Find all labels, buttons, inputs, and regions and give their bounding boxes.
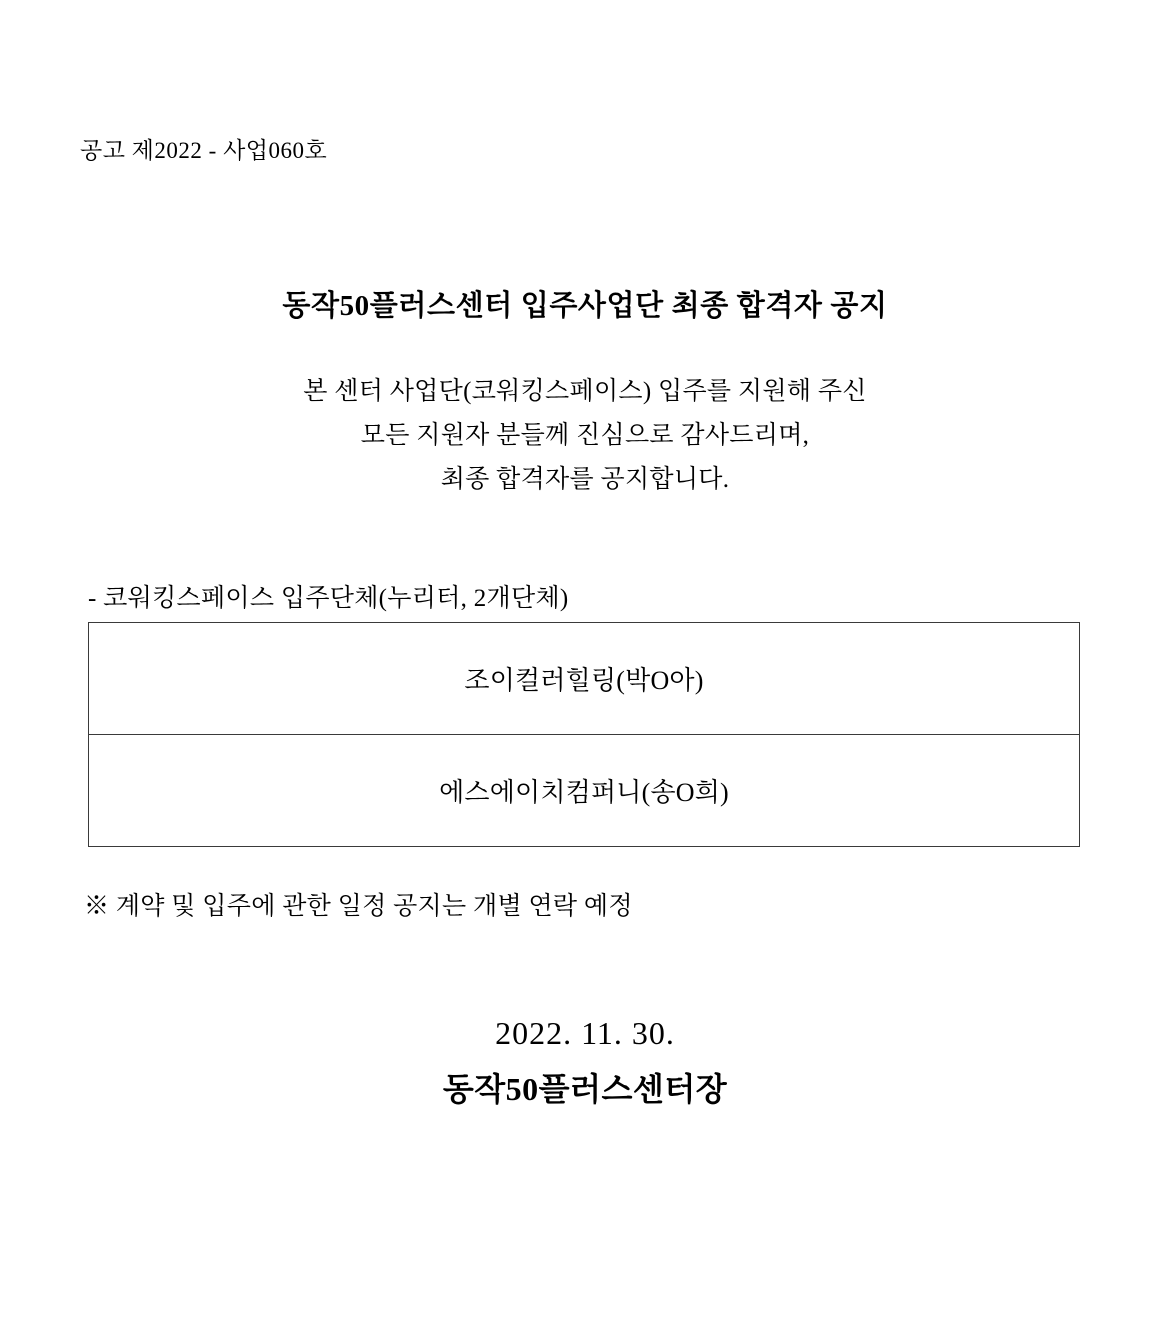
organization-name: 에스에이치컴퍼니(송O희) [439, 778, 729, 807]
intro-line-1: 본 센터 사업단(코워킹스페이스) 입주를 지원해 주신 [303, 378, 867, 405]
intro-line-3: 최종 합격자를 공지합니다. [440, 466, 730, 493]
intro-paragraph [0, 370, 1170, 502]
page-title: 동작50플러스센터 입주사업단 최종 합격자 공지 [282, 290, 888, 322]
table-row [89, 623, 1079, 735]
accepted-organizations-table [88, 622, 1080, 847]
organization-name: 조이컬러힐링(박O아) [464, 666, 704, 695]
signature-block [0, 1006, 1170, 1118]
table-row [89, 735, 1079, 847]
section-label: - 코워킹스페이스 입주단체(누리터, 2개단체) [88, 585, 569, 612]
signature-issuer: 동작50플러스센터장 [442, 1071, 728, 1107]
document-number: 공고 제2022 - 사업060호 [80, 138, 328, 163]
signature-date: 2022. 11. 30. [495, 1015, 675, 1051]
note-text: ※ 계약 및 입주에 관한 일정 공지는 개별 연락 예정 [84, 893, 633, 920]
intro-line-2: 모든 지원자 분들께 진심으로 감사드리며, [360, 422, 810, 449]
